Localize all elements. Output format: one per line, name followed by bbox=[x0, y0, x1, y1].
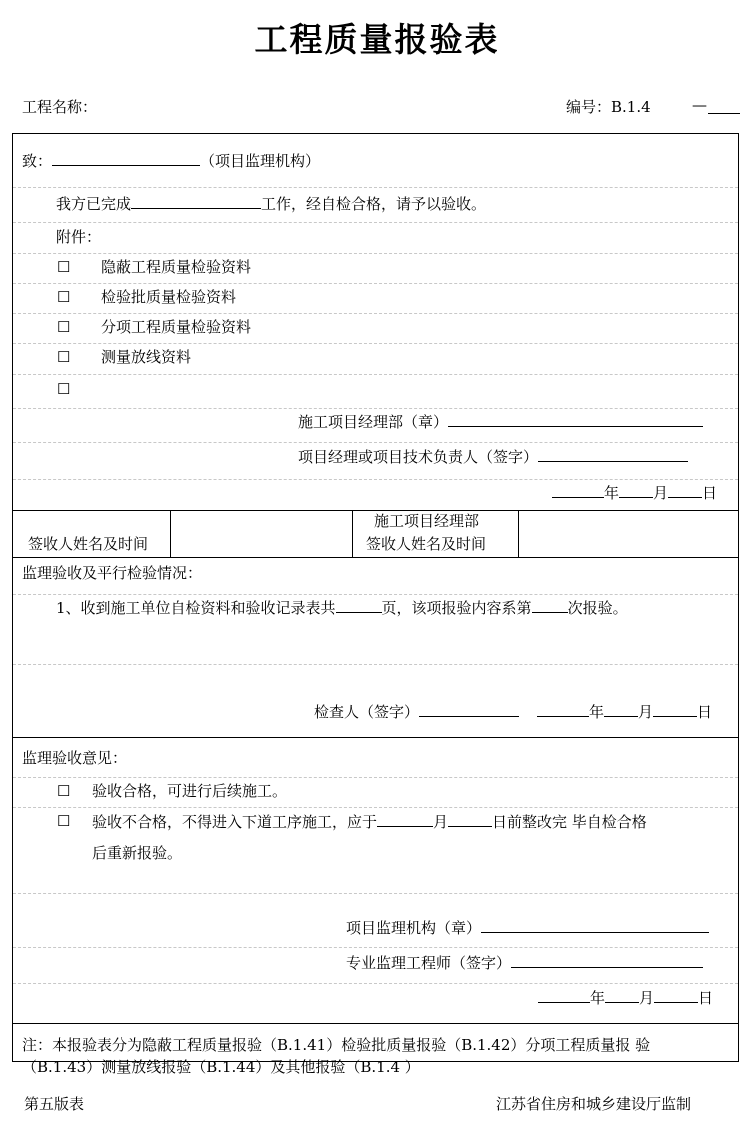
checkbox-fail[interactable]: ☐ bbox=[57, 812, 71, 830]
inspection-line bbox=[56, 598, 628, 617]
to-suffix: （项目监理机构） bbox=[200, 152, 321, 170]
month-label: 月 bbox=[653, 484, 669, 502]
form-number-blank[interactable] bbox=[708, 113, 740, 114]
year-blank[interactable] bbox=[538, 988, 590, 1003]
checker-label: 检查人（签字） bbox=[314, 703, 420, 721]
opinion-heading: 监理验收意见： bbox=[22, 749, 128, 767]
manager-signature-blank[interactable] bbox=[538, 447, 688, 462]
checker-line bbox=[314, 702, 712, 721]
contractor-dept-label: 施工项目经理部（章） bbox=[298, 413, 449, 431]
supervision-org-label: 项目监理机构（章） bbox=[346, 919, 482, 937]
attachment-item: 分项工程质量检验资料 bbox=[101, 318, 252, 336]
checkbox-inspection-lot[interactable]: ☐ bbox=[57, 288, 71, 306]
contractor-dept-line bbox=[298, 412, 703, 431]
day-label: 日 bbox=[702, 484, 718, 502]
declaration-prefix: 我方已完成 bbox=[56, 195, 132, 213]
checkbox-other[interactable]: ☐ bbox=[57, 380, 71, 398]
project-name-label: 工程名称： bbox=[22, 98, 98, 116]
day-label: 日 bbox=[698, 989, 714, 1007]
supervision-org-line bbox=[346, 918, 709, 937]
day-blank[interactable] bbox=[653, 702, 697, 717]
divider bbox=[13, 187, 738, 188]
cell-border bbox=[352, 510, 353, 557]
year-label: 年 bbox=[589, 703, 605, 721]
opinion-fail-line2: 后重新报验。 bbox=[92, 844, 183, 862]
day-blank[interactable] bbox=[448, 812, 492, 827]
divider bbox=[13, 374, 738, 375]
footer-edition: 第五版表 bbox=[24, 1095, 85, 1113]
to-prefix: 致： bbox=[22, 152, 53, 170]
attempt-blank[interactable] bbox=[532, 598, 568, 613]
checkbox-pass[interactable]: ☐ bbox=[57, 782, 71, 800]
day-blank[interactable] bbox=[668, 483, 702, 498]
attachment-item: 检验批质量检验资料 bbox=[101, 288, 237, 306]
fail-suffix: 日前整改完 毕自检合格 bbox=[492, 813, 647, 831]
checkbox-sub-item[interactable]: ☐ bbox=[57, 318, 71, 336]
cell-border bbox=[170, 510, 171, 557]
checkbox-hidden-works[interactable]: ☐ bbox=[57, 258, 71, 276]
engineer-line bbox=[346, 953, 703, 972]
inspection-line-prefix: 1、收到施工单位自检资料和验收记录表共 bbox=[56, 599, 336, 617]
attachment-item: 测量放线资料 bbox=[101, 348, 192, 366]
opinion-date bbox=[538, 988, 713, 1007]
org-seal-blank[interactable] bbox=[481, 918, 709, 933]
engineer-label: 专业监理工程师（签字） bbox=[346, 954, 512, 972]
work-blank[interactable] bbox=[131, 194, 261, 209]
fail-month-label: 月 bbox=[433, 813, 449, 831]
inspection-heading: 监理验收及平行检验情况： bbox=[22, 564, 203, 582]
page-title: 工程质量报验表 bbox=[254, 20, 500, 59]
attachment-item: 隐蔽工程质量检验资料 bbox=[101, 258, 252, 276]
inspection-line-suffix: 次报验。 bbox=[567, 599, 628, 617]
declaration-suffix: 工作，经自检合格，请予以验收。 bbox=[261, 195, 487, 213]
divider bbox=[13, 947, 738, 948]
divider bbox=[13, 442, 738, 443]
checker-signature-blank[interactable] bbox=[419, 702, 519, 717]
divider bbox=[13, 253, 738, 254]
note-line-2: （B.1.43）测量放线报验（B.1.44）及其他报验（B.1.4 ） bbox=[22, 1058, 420, 1076]
month-blank[interactable] bbox=[604, 702, 638, 717]
month-label: 月 bbox=[639, 989, 655, 1007]
opinion-pass-text: 验收合格，可进行后续施工。 bbox=[92, 782, 288, 800]
year-label: 年 bbox=[590, 989, 606, 1007]
footer-issuer: 江苏省住房和城乡建设厅监制 bbox=[496, 1095, 692, 1113]
section-border bbox=[12, 557, 739, 558]
section-border bbox=[12, 510, 739, 511]
form-number-label: 编号：B.1.4 bbox=[566, 98, 651, 116]
section-border bbox=[12, 1023, 739, 1024]
month-label: 月 bbox=[638, 703, 654, 721]
fail-prefix: 验收不合格，不得进入下道工序施工，应于 bbox=[92, 813, 378, 831]
divider bbox=[13, 479, 738, 480]
note-line-1: 注：本报验表分为隐蔽工程质量报验（B.1.41）检验批质量报验（B.1.42）分项工程质量报 验 bbox=[22, 1036, 651, 1054]
divider bbox=[13, 983, 738, 984]
section-border bbox=[12, 737, 739, 738]
contractor-date bbox=[552, 483, 717, 502]
year-blank[interactable] bbox=[537, 702, 589, 717]
receiver-label: 签收人姓名及时间 bbox=[28, 535, 149, 553]
to-blank[interactable] bbox=[52, 151, 200, 166]
declaration-line bbox=[56, 194, 486, 213]
month-blank[interactable] bbox=[605, 988, 639, 1003]
attachments-label: 附件： bbox=[56, 228, 102, 246]
divider bbox=[13, 664, 738, 665]
divider bbox=[13, 408, 738, 409]
dept-seal-blank[interactable] bbox=[448, 412, 703, 427]
year-blank[interactable] bbox=[552, 483, 604, 498]
divider bbox=[13, 777, 738, 778]
inspection-line-mid: 页，该项报验内容系第 bbox=[381, 599, 532, 617]
divider bbox=[13, 222, 738, 223]
to-line bbox=[22, 151, 320, 170]
manager-label: 项目经理或项目技术负责人（签字） bbox=[298, 448, 539, 466]
dept-receiver-label-1: 施工项目经理部 bbox=[374, 512, 480, 530]
divider bbox=[13, 893, 738, 894]
dept-receiver-label-2: 签收人姓名及时间 bbox=[366, 535, 487, 553]
divider bbox=[13, 343, 738, 344]
year-label: 年 bbox=[604, 484, 620, 502]
cell-border bbox=[518, 510, 519, 557]
month-blank[interactable] bbox=[619, 483, 653, 498]
form-number-dash: — bbox=[692, 96, 707, 114]
engineer-signature-blank[interactable] bbox=[511, 953, 703, 968]
opinion-fail-line bbox=[92, 812, 647, 831]
manager-line bbox=[298, 447, 688, 466]
day-label: 日 bbox=[697, 703, 713, 721]
month-blank[interactable] bbox=[377, 812, 433, 827]
pages-blank[interactable] bbox=[336, 598, 382, 613]
divider bbox=[13, 313, 738, 314]
divider bbox=[13, 594, 738, 595]
day-blank[interactable] bbox=[654, 988, 698, 1003]
checkbox-survey[interactable]: ☐ bbox=[57, 348, 71, 366]
divider bbox=[13, 283, 738, 284]
divider bbox=[13, 807, 738, 808]
